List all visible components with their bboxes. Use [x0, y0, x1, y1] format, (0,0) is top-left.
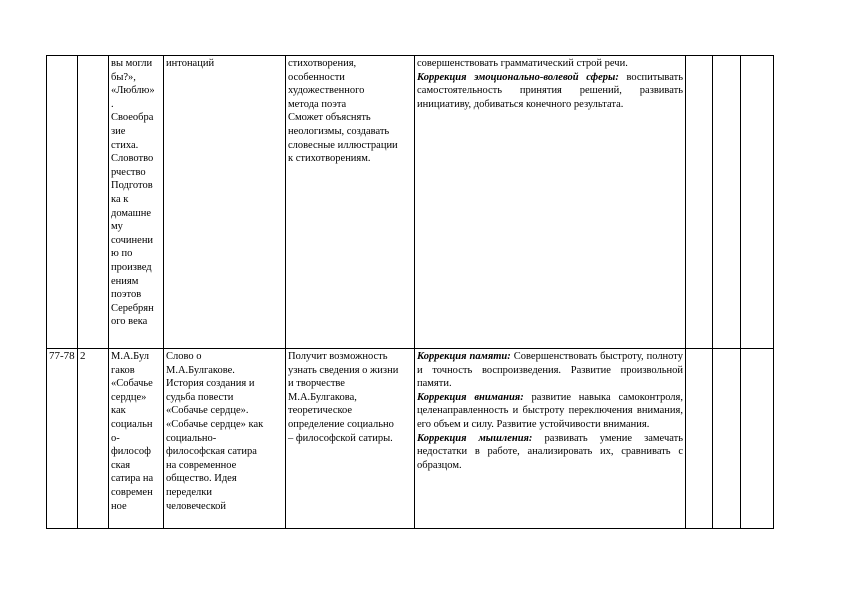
text-line: о-	[111, 432, 120, 444]
memory-correction-text: Совершенствовать быстроту, полноту и точность воспроизведения. Развитие произвольной памяти.	[417, 351, 683, 390]
table-row	[47, 349, 774, 529]
text-line: гаков	[111, 364, 135, 376]
lesson-content-cell	[164, 349, 286, 529]
text-line: к стихотворениям.	[288, 153, 371, 165]
text-line: домашне	[111, 207, 151, 219]
text-line: ениям	[111, 275, 139, 287]
lesson-number-cell	[47, 56, 78, 349]
expected-result-cell	[286, 56, 415, 349]
text-line: вы могли	[111, 58, 153, 69]
correction-text: воспитывать самостоятельность принятия решений, развивать инициативу, добиваться конечного результата.	[417, 71, 683, 110]
text-line: «Собачье сердце».	[166, 405, 249, 417]
text-line: бы?»,	[111, 71, 136, 83]
text-line: сочинени	[111, 234, 154, 246]
thinking-correction-label: Коррекция мышления:	[417, 432, 533, 444]
empty-cell	[741, 349, 774, 529]
text-line: человеческой	[166, 500, 227, 512]
text-line: интонаций	[166, 58, 215, 69]
text-line: Получит возможность	[288, 351, 388, 362]
text-line: сатира на	[111, 473, 154, 485]
text-line: произвед	[111, 261, 152, 273]
attention-correction-label: Коррекция внимания:	[417, 391, 524, 403]
text-line: как	[111, 405, 126, 417]
text-line: поэтов	[111, 289, 142, 301]
correction-cell	[415, 349, 686, 529]
text-line: Серебрян	[111, 302, 154, 314]
text-line: ное	[111, 500, 127, 512]
correction-label: Коррекция эмоционально-волевой сферы:	[417, 71, 619, 83]
text-line: стихотворения,	[288, 58, 357, 69]
text-line: Слово о	[166, 351, 202, 362]
text-line: «Собачье	[111, 378, 153, 390]
text-line: современ	[111, 486, 153, 498]
text-line: определение социально	[288, 418, 394, 430]
empty-cell	[713, 56, 741, 349]
correction-intro: совершенствовать грамматический строй речи.	[417, 58, 628, 69]
text-line: Подготов	[111, 180, 153, 192]
table-row	[47, 56, 774, 349]
empty-cell	[686, 349, 713, 529]
text-line: ская	[111, 459, 131, 471]
empty-cell	[686, 56, 713, 349]
text-line: .	[111, 98, 114, 110]
expected-result-cell	[286, 349, 415, 529]
text-line: Своеобра	[111, 112, 154, 124]
hours-cell: 2	[78, 349, 109, 529]
text-line: рчество	[111, 166, 146, 178]
empty-cell	[713, 349, 741, 529]
text-line: М.А.Булгакова,	[288, 391, 357, 403]
text-line: Сможет объяснять	[288, 112, 371, 124]
hours-cell	[78, 56, 109, 349]
lesson-plan-table	[46, 55, 774, 529]
empty-cell	[741, 56, 774, 349]
text-line: стиха.	[111, 139, 139, 151]
text-line: переделки	[166, 486, 213, 498]
text-line: «Собачье сердце» как	[166, 418, 264, 430]
text-line: М.А.Бул	[111, 351, 149, 362]
lesson-theme-cell	[109, 56, 164, 349]
attention-correction-text: развитие навыка самоконтроля, целенаправленность и быстроту переключения внимания, его объем и силу. Развитие устойчивости внимания.	[417, 391, 683, 430]
text-line: М.А.Булгакове.	[166, 364, 235, 376]
text-line: социально-	[166, 432, 217, 444]
text-line: особенности	[288, 71, 345, 83]
lesson-theme-cell	[109, 349, 164, 529]
text-line: метода поэта	[288, 98, 347, 110]
text-line: узнать сведения о жизни	[288, 364, 399, 376]
memory-correction-label: Коррекция памяти:	[417, 351, 511, 362]
text-line: судьба повести	[166, 391, 234, 403]
lesson-number-cell: 77-78	[47, 349, 78, 529]
text-line: ю по	[111, 248, 133, 260]
text-line: социальн	[111, 418, 153, 430]
text-line: философская сатира	[166, 446, 257, 458]
thinking-correction-text: развивать умение замечать недостатки в работе, анализировать их, сравнивать с образцом.	[417, 432, 684, 471]
text-line: философ	[111, 446, 151, 458]
text-line: художественного	[288, 85, 365, 97]
text-line: сердце»	[111, 391, 147, 403]
text-line: ка к	[111, 193, 129, 205]
lesson-content-cell	[164, 56, 286, 349]
text-line: – философской сатиры.	[288, 432, 393, 444]
text-line: зие	[111, 125, 126, 137]
text-line: и творчестве	[288, 378, 345, 390]
text-line: История создания и	[166, 378, 255, 390]
text-line: словесные иллюстрации	[288, 139, 398, 151]
text-line: теоретическое	[288, 405, 353, 417]
text-line: на современное	[166, 459, 237, 471]
text-line: ого века	[111, 316, 148, 328]
text-line: неологизмы, создавать	[288, 125, 390, 137]
correction-cell	[415, 56, 686, 349]
text-line: общество. Идея	[166, 473, 237, 485]
text-line: му	[111, 221, 123, 233]
text-line: «Люблю»	[111, 85, 155, 97]
text-line: Словотво	[111, 153, 154, 165]
